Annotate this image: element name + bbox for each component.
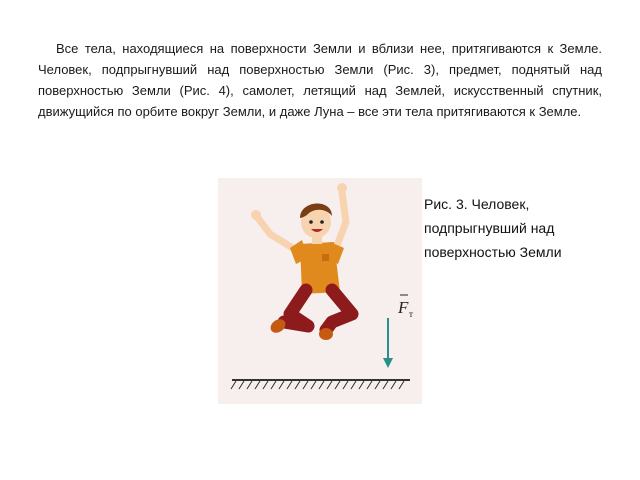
hatch-mark [247, 381, 252, 389]
hatch-mark [255, 381, 260, 389]
hatch-mark [279, 381, 284, 389]
hatch-mark [311, 381, 316, 389]
hatch-mark [375, 381, 380, 389]
hatch-mark [399, 381, 404, 389]
right-eye [320, 220, 324, 224]
body-paragraph: Все тела, находящиеся на поверхности Земли и вблизи нее, притягиваются к Земле. Человек, подпрыгнувший над поверхностью Земли (Рис. 3), предмет, поднятый над поверхностью Земли (Рис. 4), самолет, летящий над Землей, искусственный спутник, движущийся по орбите вокруг Земли, и даже Луна – все эти тела притягиваются к Земле. [38, 41, 602, 119]
shirt-pocket [322, 254, 329, 261]
hatch-mark [351, 381, 356, 389]
arrow-head [383, 358, 393, 368]
right-shoe [319, 328, 333, 340]
hatch-mark [367, 381, 372, 389]
caption-line: поверхностью Земли [424, 244, 562, 260]
hatch-mark [335, 381, 340, 389]
right-leg [326, 290, 352, 330]
right-hand [337, 183, 347, 193]
force-label: F [398, 298, 409, 317]
right-arm [336, 192, 346, 248]
hatch-mark [303, 381, 308, 389]
hatch-mark [263, 381, 268, 389]
hatch-mark [391, 381, 396, 389]
hatch-mark [271, 381, 276, 389]
jumping-man-illustration [218, 178, 422, 404]
force-subscript: т [409, 309, 413, 319]
left-leg [284, 290, 308, 326]
hatch-mark [239, 381, 244, 389]
left-eye [309, 220, 313, 224]
hatch-mark [287, 381, 292, 389]
figure-jumping-man [218, 178, 422, 404]
caption-line: Рис. 3. Человек, [424, 196, 530, 212]
hatch-mark [327, 381, 332, 389]
hatch-mark [231, 381, 236, 389]
left-hand [251, 210, 261, 220]
left-arm [258, 218, 296, 250]
ground-hatching [231, 381, 404, 389]
caption-line: подпрыгнувший над [424, 220, 555, 236]
hatch-mark [295, 381, 300, 389]
hatch-mark [383, 381, 388, 389]
hatch-mark [343, 381, 348, 389]
figure-caption [424, 192, 614, 264]
hatch-mark [319, 381, 324, 389]
hatch-mark [359, 381, 364, 389]
